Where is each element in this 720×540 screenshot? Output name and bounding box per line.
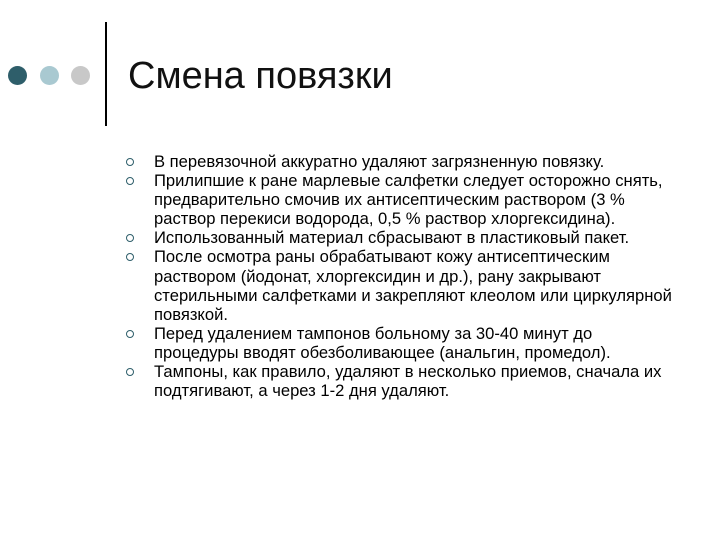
hollow-circle-icon: [126, 253, 134, 261]
dot-icon: [8, 66, 27, 85]
hollow-circle-icon: [126, 368, 134, 376]
hollow-circle-icon: [126, 330, 134, 338]
bullet-text: В перевязочной аккуратно удаляют загрязненную повязку.: [154, 152, 605, 171]
list-item: [126, 362, 676, 400]
hollow-circle-icon: [126, 234, 134, 242]
hollow-circle-icon: [126, 158, 134, 166]
list-item: [126, 152, 676, 171]
bullet-list: [126, 152, 676, 400]
hollow-circle-icon: [126, 177, 134, 185]
decorative-dots: [8, 66, 100, 86]
list-item: [126, 324, 676, 362]
slide-title: Смена повязки: [128, 55, 393, 97]
dot-icon: [40, 66, 59, 85]
list-item: [126, 247, 676, 323]
dot-icon: [71, 66, 90, 85]
bullet-text: Тампоны, как правило, удаляют в несколько приемов, сначала их подтягивают, а через 1-2 дня удаляют.: [154, 362, 662, 401]
bullet-text: Использованный материал сбрасывают в пластиковый пакет.: [154, 228, 630, 248]
bullet-text: Перед удалением тампонов больному за 30-40 минут до процедуры вводят обезболивающее (анальгин, промедол).: [154, 323, 611, 362]
list-item: [126, 171, 676, 228]
bullet-text: После осмотра раны обрабатывают кожу антисептическим раствором (йодонат, хлоргексидин и др.), рану закрывают стерильными салфетками и закрепляют клеолом или циркулярной повязкой.: [154, 247, 672, 324]
title-divider: [105, 22, 107, 126]
list-item: [126, 228, 676, 247]
bullet-text: Прилипшие к ране марлевые салфетки следует осторожно снять, предварительно смочив их антисептическим раствором (3 % раствор перекиси водорода, 0,5 % раствор хлоргексидина).: [154, 171, 663, 229]
